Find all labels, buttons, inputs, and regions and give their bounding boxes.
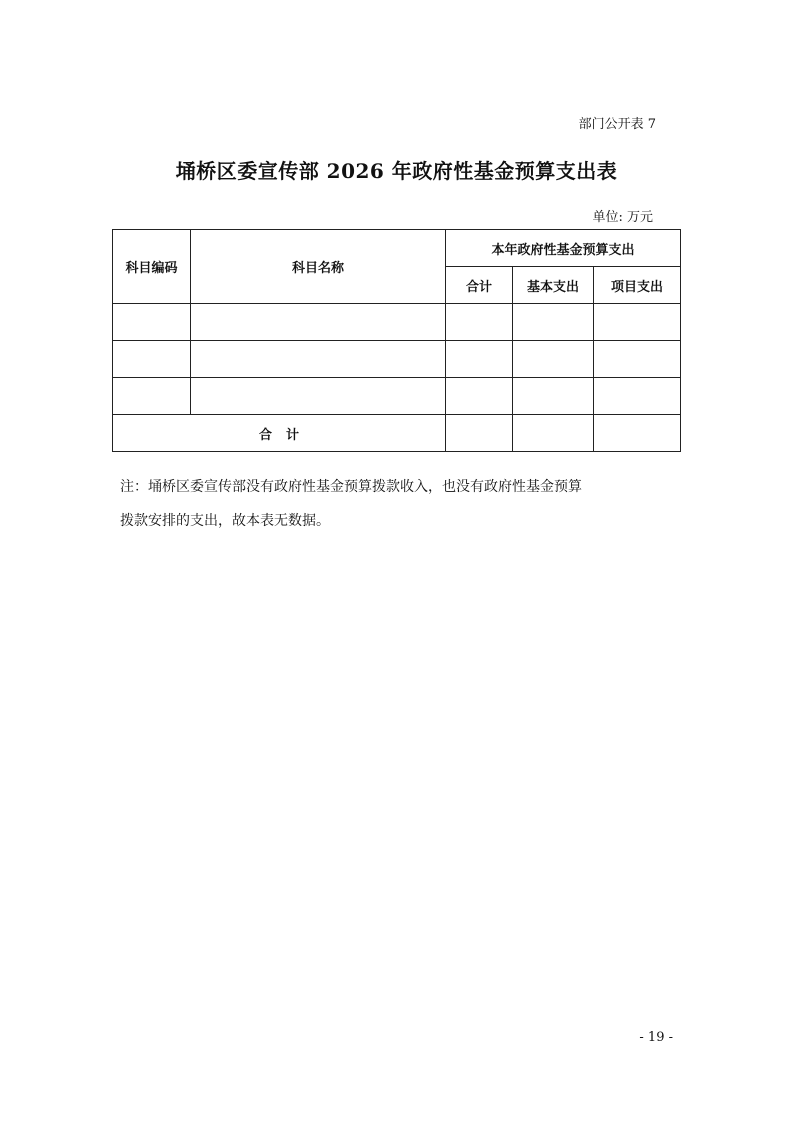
header-basic: 基本支出 — [513, 267, 594, 304]
total-label: 合计 — [113, 415, 446, 452]
cell-project — [594, 378, 681, 415]
total-total — [446, 415, 513, 452]
total-row — [113, 415, 681, 452]
note-line-1: 注：埇桥区委宣传部没有政府性基金预算拨款收入，也没有政府性基金预算 — [120, 479, 582, 495]
cell-basic — [513, 304, 594, 341]
cell-name — [191, 378, 446, 415]
cell-code — [113, 378, 191, 415]
cell-total — [446, 378, 513, 415]
note-line-2: 拨款安排的支出，故本表无数据。 — [120, 513, 330, 529]
header-name: 科目名称 — [191, 230, 446, 304]
cell-name — [191, 304, 446, 341]
table-number: 部门公开表 7 — [578, 117, 656, 132]
header-row-1 — [113, 230, 681, 267]
cell-basic — [513, 378, 594, 415]
total-basic — [513, 415, 594, 452]
cell-name — [191, 341, 446, 378]
cell-basic — [513, 341, 594, 378]
cell-code — [113, 304, 191, 341]
header-project: 项目支出 — [594, 267, 681, 304]
budget-table — [112, 229, 681, 452]
table-row — [113, 378, 681, 415]
header-group: 本年政府性基金预算支出 — [446, 230, 681, 267]
total-project — [594, 415, 681, 452]
cell-project — [594, 341, 681, 378]
header-code: 科目编码 — [113, 230, 191, 304]
header-total: 合计 — [446, 267, 513, 304]
table-row — [113, 304, 681, 341]
note — [120, 470, 660, 538]
cell-total — [446, 304, 513, 341]
unit-label: 单位: 万元 — [592, 210, 653, 225]
page-title: 埇桥区委宣传部 2026 年政府性基金预算支出表 — [175, 159, 618, 183]
cell-total — [446, 341, 513, 378]
table-row — [113, 341, 681, 378]
page-number: - 19 - — [639, 1030, 673, 1045]
cell-project — [594, 304, 681, 341]
cell-code — [113, 341, 191, 378]
